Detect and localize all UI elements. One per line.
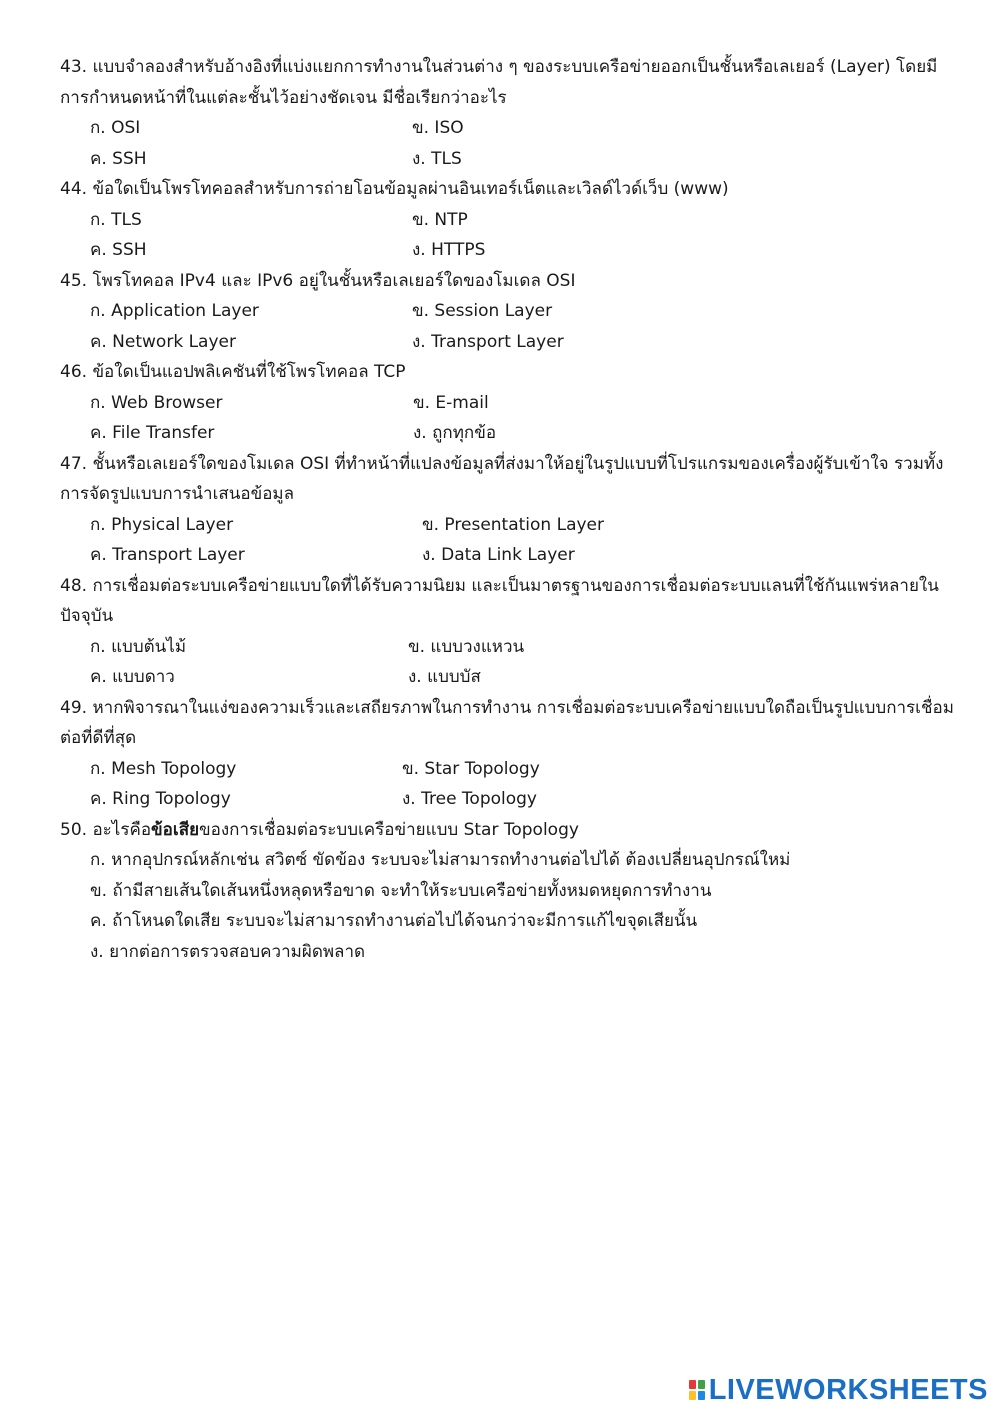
question-45 xyxy=(60,266,960,358)
liveworksheets-logo xyxy=(689,1374,988,1406)
option-c[interactable]: ค. Ring Topology xyxy=(90,789,231,809)
option-b[interactable]: ข. แบบวงแหวน xyxy=(408,636,525,657)
option-b[interactable]: ข. Presentation Layer xyxy=(422,514,604,535)
option-row xyxy=(60,113,960,144)
option-c[interactable]: ค. Transport Layer xyxy=(90,545,245,565)
question-text: 45. โพรโทคอล IPv4 และ IPv6 อยู่ในชั้นหรือเลเยอร์ใดของโมเดล OSI xyxy=(60,270,576,291)
option-row xyxy=(60,784,960,815)
question-49 xyxy=(60,693,960,815)
question-text: 46. ข้อใดเป็นแอปพลิเคชันที่ใช้โพรโทคอล TCP xyxy=(60,362,406,382)
option-row xyxy=(60,632,960,663)
question-emphasis: ข้อเสีย xyxy=(151,819,200,840)
option-c[interactable]: ค. แบบดาว xyxy=(90,667,175,687)
option-d[interactable]: ง. ยากต่อการตรวจสอบความผิดพลาด xyxy=(90,941,366,962)
option-b[interactable]: ข. NTP xyxy=(412,209,468,230)
question-43 xyxy=(60,52,960,174)
option-row xyxy=(60,418,960,449)
option-d[interactable]: ง. TLS xyxy=(412,148,462,169)
question-text: 47. ชั้นหรือเลเยอร์ใดของโมเดล OSI ที่ทำหน้าที่แปลงข้อมูลที่ส่งมาให้อยู่ในรูปแบบที่โปรแกรมของเครื่องผู้รับเข้าใจ รวมทั้งการจัดรูปแบบการนำเสนอข้อมูล xyxy=(60,453,944,504)
option-c[interactable]: ค. ถ้าโหนดใดเสีย ระบบจะไม่สามารถทำงานต่อไปได้จนกว่าจะมีการแก้ไขจุดเสียนั้น xyxy=(90,911,698,931)
option-a[interactable]: ก. Web Browser xyxy=(90,392,223,413)
option-a[interactable]: ก. TLS xyxy=(90,209,142,230)
option-d[interactable]: ง. Transport Layer xyxy=(412,331,564,352)
question-text xyxy=(60,815,960,846)
option-b[interactable]: ข. ISO xyxy=(412,118,464,138)
logo-badge-tile xyxy=(689,1380,696,1389)
question-47 xyxy=(60,449,960,571)
option-d[interactable]: ง. Tree Topology xyxy=(402,789,537,809)
option-c[interactable]: ค. SSH xyxy=(90,148,147,169)
logo-badge-tile xyxy=(698,1391,705,1400)
option-a[interactable]: ก. OSI xyxy=(90,118,141,138)
option-d[interactable]: ง. ถูกทุกข้อ xyxy=(413,423,497,443)
question-44 xyxy=(60,174,960,266)
logo-badge-icon xyxy=(689,1380,705,1400)
logo-badge-tile xyxy=(698,1380,705,1389)
option-d[interactable]: ง. HTTPS xyxy=(412,240,486,260)
question-48 xyxy=(60,571,960,693)
option-c[interactable]: ค. SSH xyxy=(90,240,147,260)
question-list xyxy=(60,52,960,967)
option-d[interactable]: ง. Data Link Layer xyxy=(422,545,575,565)
option-b[interactable]: ข. ถ้ามีสายเส้นใดเส้นหนึ่งหลุดหรือขาด จะทำให้ระบบเครือข่ายทั้งหมดหยุดการทำงาน xyxy=(90,880,712,901)
option-b[interactable]: ข. E-mail xyxy=(413,392,489,413)
option-a[interactable]: ก. Application Layer xyxy=(90,301,259,321)
option-row xyxy=(60,144,960,175)
option-b[interactable]: ข. Star Topology xyxy=(402,758,540,779)
option-b[interactable]: ข. Session Layer xyxy=(412,301,553,321)
option-a[interactable]: ก. แบบต้นไม้ xyxy=(90,636,187,657)
option-row xyxy=(60,205,960,236)
option-row xyxy=(60,754,960,785)
option-row xyxy=(60,662,960,693)
option-row xyxy=(60,510,960,541)
option-d[interactable]: ง. แบบบัส xyxy=(408,667,481,687)
question-text: 43. แบบจำลองสำหรับอ้างอิงที่แบ่งแยกการทำงานในส่วนต่าง ๆ ของระบบเครือข่ายออกเป็นชั้นหรือเลเยอร์ (Layer) โดยมีการกำหนดหน้าที่ในแต่ละชั้นไว้อย่างชัดเจน มีชื่อเรียกว่าอะไร xyxy=(60,57,938,108)
option-row xyxy=(60,296,960,327)
question-50 xyxy=(60,815,960,968)
logo-badge-tile xyxy=(689,1391,696,1400)
question-text: 44. ข้อใดเป็นโพรโทคอลสำหรับการถ่ายโอนข้อมูลผ่านอินเทอร์เน็ตและเวิลด์ไวด์เว็บ (www) xyxy=(60,179,729,199)
option-row xyxy=(60,235,960,266)
question-text: 48. การเชื่อมต่อระบบเครือข่ายแบบใดที่ได้รับความนิยม และเป็นมาตรฐานของการเชื่อมต่อระบบแลนที่ใช้กันแพร่หลายในปัจจุบัน xyxy=(60,575,939,626)
option-c[interactable]: ค. File Transfer xyxy=(90,423,215,443)
question-suffix: ของการเชื่อมต่อระบบเครือข่ายแบบ Star Topology xyxy=(199,819,579,840)
option-a[interactable]: ก. หากอุปกรณ์หลักเช่น สวิตซ์ ขัดข้อง ระบบจะไม่สามารถทำงานต่อไปได้ ต้องเปลี่ยนอุปกรณ์ใหม่ xyxy=(90,850,791,870)
question-prefix: 50. อะไรคือ xyxy=(60,819,152,840)
question-46 xyxy=(60,357,960,449)
question-text: 49. หากพิจารณาในแง่ของความเร็วและเสถียรภาพในการทำงาน การเชื่อมต่อระบบเครือข่ายแบบใดถือเป็นรูปแบบการเชื่อมต่อที่ดีที่สุด xyxy=(60,697,954,748)
logo-wordmark: LIVEWORKSHEETS xyxy=(708,1373,988,1406)
option-row xyxy=(60,540,960,571)
option-a[interactable]: ก. Mesh Topology xyxy=(90,758,237,779)
option-c[interactable]: ค. Network Layer xyxy=(90,331,236,352)
option-row xyxy=(60,388,960,419)
option-row xyxy=(60,327,960,358)
option-a[interactable]: ก. Physical Layer xyxy=(90,514,234,535)
